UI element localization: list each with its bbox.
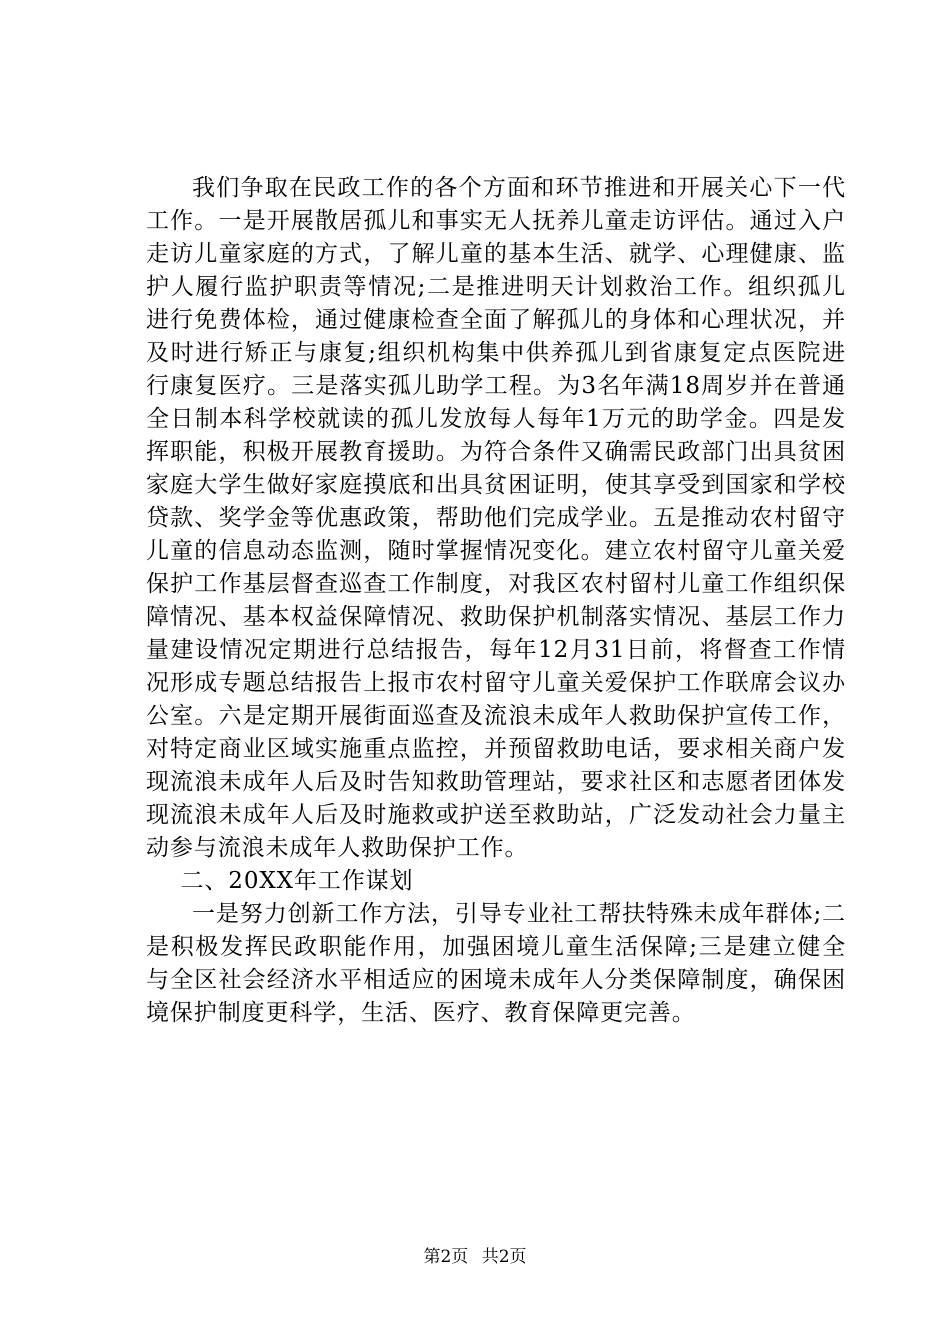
- page-total: 共2页: [481, 1247, 527, 1267]
- document-body: [146, 172, 846, 1030]
- paragraph-work-plan: 一是努力创新工作方法，引导专业社工帮扶特殊未成年群体;二是积极发挥民政职能作用，加强困境儿童生活保障;三是建立健全与全区社会经济水平相适应的困境未成年人分类保障制度，确保困境保护制度更科学，生活、医疗、教育保障更完善。: [146, 901, 846, 1026]
- paragraph-work-summary: 我们争取在民政工作的各个方面和环节推进和开展关心下一代工作。一是开展散居孤儿和事实无人抚养儿童走访评估。通过入户走访儿童家庭的方式，了解儿童的基本生活、就学、心理健康、监护人履行监护职责等情况;二是推进明天计划救治工作。组织孤儿进行免费体检，通过健康检查全面了解孤儿的身体和心理状况，并及时进行矫正与康复;组织机构集中供养孤儿到省康复定点医院进行康复医疗。三是落实孤儿助学工程。为3名年满18周岁并在普通全日制本科学校就读的孤儿发放每人每年1万元的助学金。四是发挥职能，积极开展教育援助。为符合条件又确需民政部门出具贫困家庭大学生做好家庭摸底和出具贫困证明，使其享受到国家和学校贷款、奖学金等优惠政策，帮助他们完成学业。五是推动农村留守儿童的信息动态监测，随时掌握情况变化。建立农村留守儿童关爱保护工作基层督查巡查工作制度，对我区农村留村儿童工作组织保障情况、基本权益保障情况、救助保护机制落实情况、基层工作力量建设情况定期进行总结报告，每年12月31日前，将督查工作情况形成专题总结报告上报市农村留守儿童关爱保护工作联席会议办公室。六是定期开展街面巡查及流浪未成年人救助保护宣传工作，对特定商业区域实施重点监控，并预留救助电话，要求相关商户发现流浪未成年人后及时告知救助管理站，要求社区和志愿者团体发现流浪未成年人后及时施救或护送至救助站，广泛发动社会力量主动参与流浪未成年人救助保护工作。: [146, 175, 846, 861]
- page-footer: [0, 1242, 950, 1267]
- page-number: 第2页: [423, 1247, 469, 1267]
- section-heading-plan: 二、20XX年工作谋划: [180, 868, 414, 894]
